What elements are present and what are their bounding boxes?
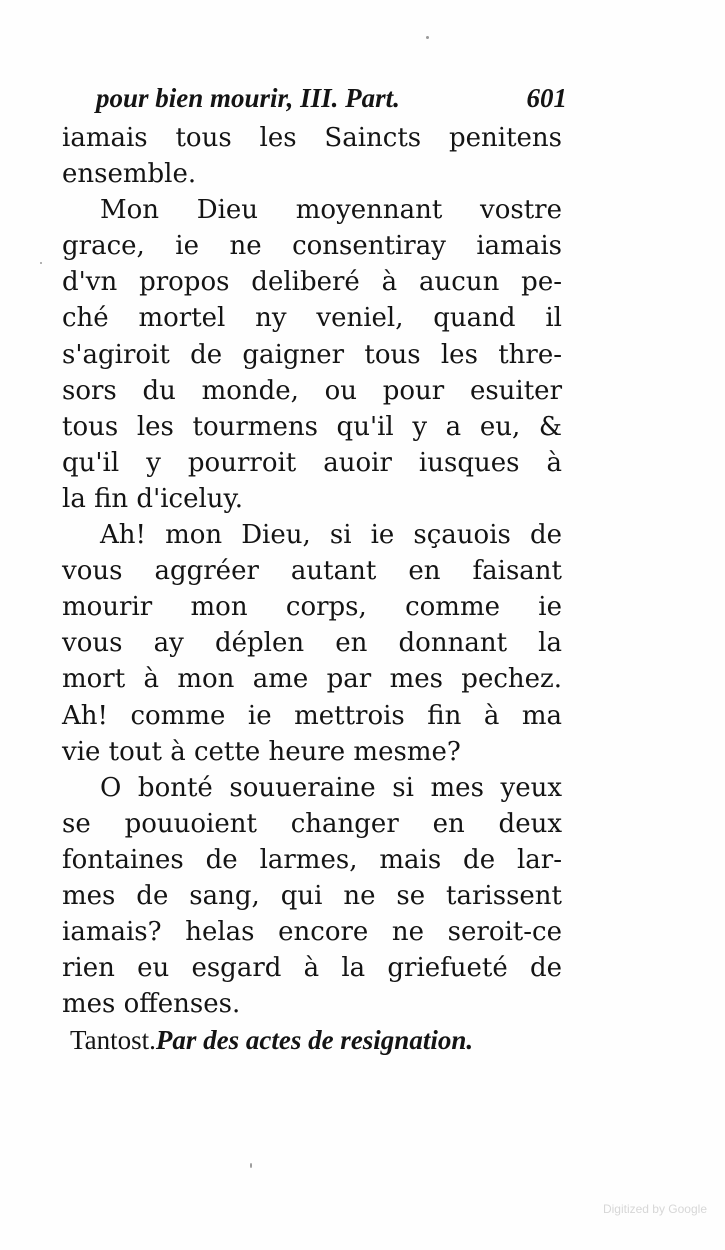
- ink-speck: [426, 36, 429, 39]
- text-line: qu'il y pourroit auoir iusques à: [62, 447, 562, 478]
- text-line: iamais tous les Saincts penitens: [62, 123, 562, 153]
- text-line: mes offenses.: [62, 989, 241, 1020]
- text-line: grace, ie ne consentiray iamais: [62, 231, 562, 262]
- text-line: mourir mon corps, comme ie: [62, 592, 562, 623]
- ink-speck: [40, 262, 42, 264]
- text-line: la fin d'iceluy.: [62, 483, 244, 514]
- text-line: iamais? helas encore ne seroit-ce: [62, 917, 562, 948]
- catchline: [62, 1022, 562, 1058]
- text-line: mes de sang, qui ne se tarissent: [62, 880, 562, 911]
- digitization-watermark: Digitized by Google: [602, 1202, 707, 1216]
- text-line: Ah! comme ie mettrois fin à ma: [62, 700, 562, 731]
- page-number: 601: [526, 83, 567, 113]
- text-line: tous les tourmens qu'il y a eu, &: [62, 411, 562, 442]
- running-head: [62, 76, 567, 120]
- text-line: sors du monde, ou pour esuiter: [62, 375, 562, 406]
- text-line: vie tout à cette heure mesme?: [62, 736, 461, 767]
- text-line: mort à mon ame par mes pechez.: [62, 664, 562, 695]
- text-line: vous ay déplen en donnant la: [62, 628, 562, 659]
- text-line: Ah! mon Dieu, si ie sçauois de: [100, 520, 562, 551]
- catchword: Tantost.: [70, 1025, 156, 1056]
- marginal-note: Par des actes de resignation.: [155, 1025, 474, 1056]
- text-line: ensemble.: [62, 159, 197, 190]
- text-block: [62, 76, 567, 1058]
- text-line: Mon Dieu moyennant vostre: [100, 195, 562, 226]
- text-line: fontaines de larmes, mais de lar-: [62, 844, 562, 875]
- text-line: se pouuoient changer en deux: [62, 808, 562, 839]
- ink-speck: [250, 1163, 252, 1168]
- text-line: rien eu esgard à la griefueté de: [62, 953, 562, 984]
- text-line: d'vn propos deliberé à aucun pe-: [62, 267, 562, 298]
- text-line: O bonté souueraine si mes yeux: [100, 772, 562, 803]
- running-head-title: pour bien mourir, III. Part.: [96, 83, 400, 113]
- text-line: s'agiroit de gaigner tous les thre-: [62, 339, 562, 370]
- text-line: vous aggréer autant en faisant: [62, 556, 562, 587]
- text-line: ché mortel ny veniel, quand il: [62, 303, 562, 334]
